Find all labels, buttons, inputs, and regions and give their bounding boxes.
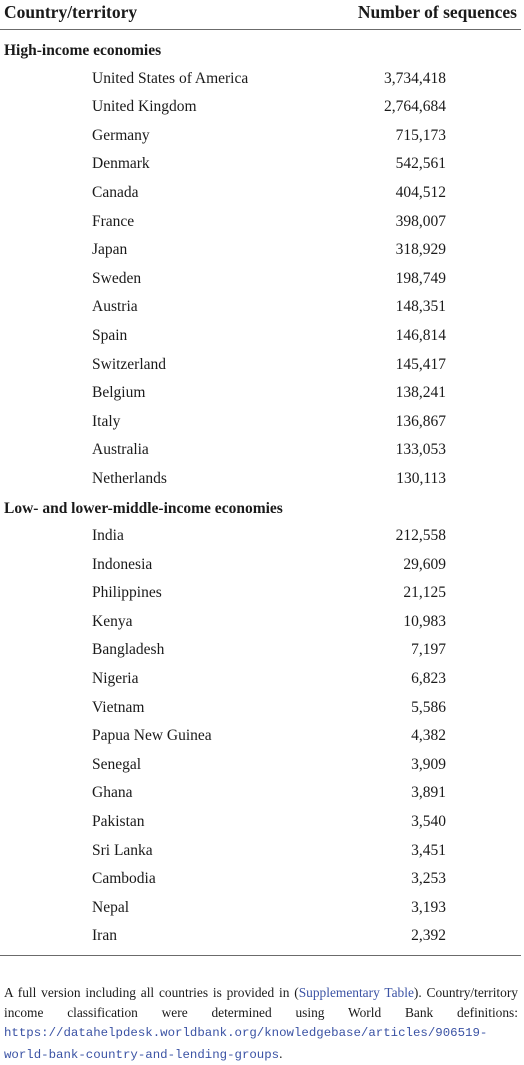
table-row (0, 465, 521, 494)
country-name: Japan (92, 241, 128, 259)
table-row (0, 236, 521, 265)
sequence-count: 198,749 (395, 269, 446, 287)
table-row (0, 751, 521, 780)
supplementary-table-link[interactable]: Supplementary Table (298, 985, 414, 1000)
sequence-count: 6,823 (411, 670, 446, 688)
table-row (0, 894, 521, 923)
country-name: Iran (92, 927, 117, 945)
sequence-count: 3,734,418 (384, 69, 446, 87)
sequence-count: 3,909 (411, 755, 446, 773)
sequence-count: 130,113 (396, 469, 446, 487)
bottom-rule (0, 955, 521, 956)
country-name: Switzerland (92, 355, 167, 373)
country-name: Australia (92, 441, 149, 459)
table-row (0, 636, 521, 665)
sequence-count: 4,382 (411, 727, 446, 745)
sequence-count: 3,891 (411, 784, 446, 802)
header-country: Country/territory (4, 2, 138, 22)
country-name: Pakistan (92, 813, 145, 831)
country-name: Nepal (92, 898, 130, 916)
sequence-count: 318,929 (395, 241, 446, 259)
table-row (0, 436, 521, 465)
table-row (0, 150, 521, 179)
sequence-count: 542,561 (395, 155, 446, 173)
table-row (0, 608, 521, 637)
country-name: Indonesia (92, 555, 153, 573)
footnote-text-after: . (279, 1045, 283, 1061)
country-name: India (92, 527, 124, 545)
table-body (0, 36, 521, 951)
table-row (0, 837, 521, 866)
table-row (0, 722, 521, 751)
country-name: Ghana (92, 784, 133, 802)
sequence-count: 3,193 (411, 898, 446, 916)
table-row (0, 65, 521, 94)
table-row (0, 865, 521, 894)
sequence-count: 21,125 (403, 584, 446, 602)
sequence-count: 5,586 (411, 698, 446, 716)
table-row (0, 408, 521, 437)
sequence-count: 29,609 (403, 555, 446, 573)
country-name: Belgium (92, 384, 146, 402)
section-title-label: Low- and lower-middle-income economies (4, 499, 283, 517)
country-name: Bangladesh (92, 641, 165, 659)
table-row (0, 379, 521, 408)
sequence-count: 715,173 (395, 126, 446, 144)
country-name: Austria (92, 298, 138, 316)
sequence-count: 145,417 (395, 355, 446, 373)
country-name: Senegal (92, 755, 142, 773)
sequence-count: 3,451 (411, 841, 446, 859)
footnote-text-before: A full version including all countries is provided in ( (4, 985, 299, 1000)
country-name: Sweden (92, 269, 142, 287)
country-name: Papua New Guinea (92, 727, 212, 745)
sequence-count: 133,053 (395, 441, 446, 459)
table-row (0, 694, 521, 723)
country-name: United Kingdom (92, 98, 197, 116)
section-title-label: High-income economies (4, 42, 162, 59)
table-row (0, 922, 521, 951)
table-row (0, 665, 521, 694)
country-name: Spain (92, 326, 128, 344)
sequence-count: 136,867 (395, 412, 446, 430)
table-row (0, 551, 521, 580)
country-name: Denmark (92, 155, 150, 173)
table-row (0, 122, 521, 151)
country-name: Cambodia (92, 870, 156, 888)
sequence-count: 138,241 (395, 384, 446, 402)
footnote-text-middle: ). Country/territory income classification were determined using World Bank definitions: (4, 985, 518, 1020)
country-name: Canada (92, 183, 139, 201)
table-row (0, 265, 521, 294)
header-sequences: Number of sequences (357, 2, 517, 22)
table-row (0, 351, 521, 380)
country-name: France (92, 212, 135, 230)
country-name: Italy (92, 412, 121, 430)
sequence-count: 2,392 (411, 927, 446, 945)
country-name: Kenya (92, 612, 133, 630)
sequence-count: 148,351 (395, 298, 446, 316)
sequence-count: 212,558 (395, 527, 446, 545)
sequence-count: 3,253 (411, 870, 446, 888)
table-header (0, 0, 521, 29)
sequence-count: 10,983 (403, 612, 446, 630)
section-title (0, 494, 521, 523)
sequence-count: 398,007 (395, 212, 446, 230)
country-name: Germany (92, 126, 150, 144)
country-name: Nigeria (92, 670, 139, 688)
table-row (0, 779, 521, 808)
table-row (0, 208, 521, 237)
country-name: Netherlands (92, 469, 167, 487)
sequence-count: 404,512 (395, 183, 446, 201)
country-name: Sri Lanka (92, 841, 153, 859)
country-name: Philippines (92, 584, 162, 602)
sequence-count: 7,197 (411, 641, 446, 659)
table-row (0, 293, 521, 322)
country-name: United States of America (92, 69, 249, 87)
country-name: Vietnam (92, 698, 145, 716)
table-row (0, 179, 521, 208)
table-row (0, 93, 521, 122)
table-row (0, 322, 521, 351)
table-row (0, 522, 521, 551)
sequence-count: 3,540 (411, 813, 446, 831)
section-title (0, 36, 521, 65)
sequence-count: 146,814 (395, 326, 446, 344)
table-footnote (4, 983, 518, 1065)
table-row (0, 579, 521, 608)
sequence-count: 2,764,684 (384, 98, 446, 116)
worldbank-url-link[interactable]: https://datahelpdesk.worldbank.org/knowledgebase/articles/906519-world-bank-country-and-lending-groups (4, 1026, 488, 1062)
table-row (0, 808, 521, 837)
